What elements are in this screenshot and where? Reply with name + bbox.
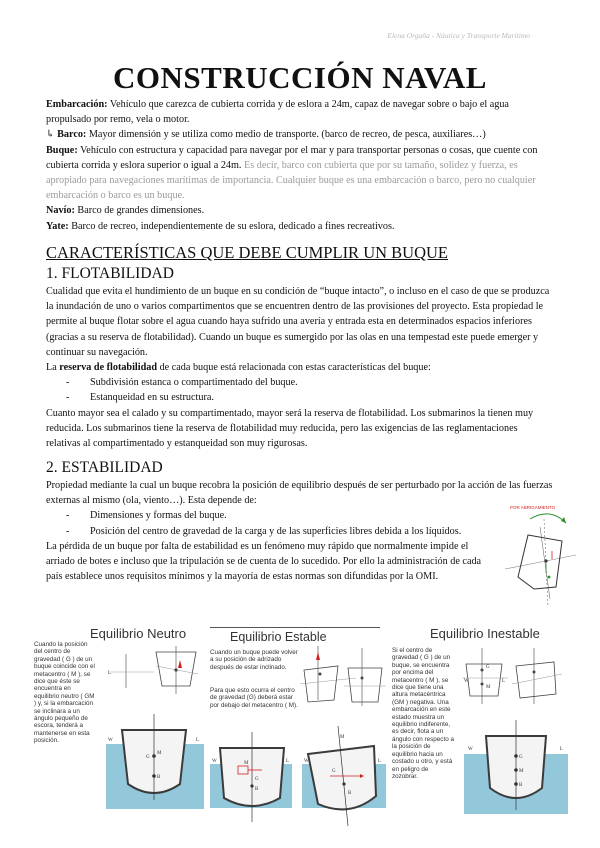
flotabilidad-p2: La reserva de flotabilidad de cada buque está relacionada con estas características del buque: bbox=[46, 362, 431, 374]
estable-text-1: Cuando un buque puede volver a su posición de adrizado después de estar inclinado. bbox=[210, 649, 298, 671]
estabilidad-block bbox=[46, 478, 554, 584]
diagram-label: L bbox=[560, 747, 564, 752]
diagram-label: W bbox=[108, 738, 113, 743]
watermark: Elena Orgaña - Náutica y Transporte Marítimo bbox=[387, 31, 530, 40]
diagram-label: L bbox=[196, 738, 200, 743]
diagram-label: G bbox=[486, 665, 490, 670]
diagram-label: W bbox=[464, 679, 469, 684]
estable-diagram-bottom bbox=[210, 718, 388, 838]
diagram-label: B bbox=[348, 791, 352, 796]
flotabilidad-p3: Cuanto mayor sea el calado y su compartimentado, mayor será la reserva de flotabilidad. Los submarinos la tienen muy reducida. Los submarinos tiene la reserva de flotabilidad muy reducida, pero las exigencias de las reglamentaciones relativas al compartimentado y estanqueidad son muy rigurosas. bbox=[46, 407, 534, 450]
neutro-text: Cuando la posición del centro de gravedad ( G ) de un buque coincide con el metacentro ( M ), se dice que éste se encuentra en equilibrio neutro ( GM ) y, si la embarcación se inclinara a un ángulo pequeño de escora, tenderá a mantenerse en esta posición. bbox=[34, 641, 95, 745]
diagram-label: M bbox=[340, 735, 345, 740]
list-item: - Posición del centro de gravedad de la carga y de las superficies libres debida a los líquidos. bbox=[66, 525, 462, 537]
estabilidad-heading: 2. ESTABILIDAD bbox=[46, 459, 163, 476]
estable-diagram-top bbox=[298, 644, 388, 719]
diagram-label: G bbox=[519, 755, 523, 760]
page-title: CONSTRUCCIÓN NAVAL bbox=[113, 60, 487, 95]
definitions-block bbox=[46, 97, 554, 234]
diagram-label: L bbox=[502, 679, 506, 684]
list-item: - Estanqueidad en su estructura. bbox=[66, 392, 214, 404]
diagram-label: B bbox=[157, 775, 161, 780]
estable-title: Equilibrio Estable bbox=[230, 630, 327, 644]
flotabilidad-heading: 1. FLOTABILIDAD bbox=[46, 265, 174, 282]
panel-equilibrio-neutro bbox=[34, 622, 204, 844]
diagram-label: W bbox=[304, 759, 309, 764]
diagram-label: L bbox=[378, 759, 382, 764]
diagram-label: L bbox=[286, 759, 290, 764]
list-item: - Dimensiones y formas del buque. bbox=[66, 510, 227, 522]
figure-label: POR ABRIGAMIENTO bbox=[510, 505, 556, 510]
panel-equilibrio-estable bbox=[210, 622, 388, 844]
def-barco: ↳ Barco: Mayor dimensión y se utiliza como medio de transporte. (barco de recreo, de pesca, auxiliares…) bbox=[46, 129, 486, 141]
flotabilidad-block bbox=[46, 284, 554, 451]
diagram-label: W bbox=[468, 747, 473, 752]
def-buque: Buque: Vehículo con estructura y capacidad para navegar por el mar y para transportar personas o cosas, que cuente con cubierta corrida y eslora superior o igual a 24m. Es decir, barco con cubierta que por su tamaño, solidez y fuerza, es apropiado para navegaciones marítimas de importancia. Cualquier buque es una embarcación o barco, pero no cualquier embarcación o barco es un buque. bbox=[46, 144, 538, 202]
estable-text-2: Para que esto ocurra el centro de gravedad (G) deberá estar por debajo del metacentro ( M). bbox=[210, 687, 298, 709]
section-title: CARACTERÍSTICAS QUE DEBE CUMPLIR UN BUQUE bbox=[46, 243, 448, 262]
flotabilidad-p1: Cualidad que evita el hundimiento de un buque en su condición de “buque intacto”, o incluso en el caso de que se produzca la inundación de uno o varios compartimentos que se encuentren dentro de las provisiones del proyecto. Esta propiedad le permite al buque flotar sobre el agua cuando haya sufrido una avería y entrada esta en determinados espacios inferiores (gracias a su reserva de flotabilidad). Cuando un buque es sumergido por las olas en una tempestad este puede emerger y continuar su navegación. bbox=[46, 286, 550, 358]
estabilidad-p1: Propiedad mediante la cual un buque recobra la posición de equilibrio después de ser perturbado por la acción de las fuerzas externas al mismo (ola, viento…). Esta depende de: bbox=[46, 480, 553, 507]
diagram-label: M bbox=[244, 761, 249, 766]
def-navio: Navío: Barco de grandes dimensiones. bbox=[46, 205, 205, 217]
inestable-diagram bbox=[462, 644, 572, 844]
def-embarcacion: Embarcación: Vehículo que carezca de cubierta corrida y de eslora a 24m, capaz de navegar sobre o bajo el agua propulsado por remo, vela o motor. bbox=[46, 99, 509, 126]
diagram-label: B bbox=[255, 787, 259, 792]
inestable-text: Si el centro de gravedad ( G ) de un buque, se encuentra por encima del metacentro ( M ), se dice que tiene una altura metacéntrica (GM ) negativa. Una embarcación en este estado muestra un equilibrio indiferente, es decir, flota a un ángulo con respecto a la posición de equilibrio hacia un costado u otro, y está en peligro de zozobrar. bbox=[392, 647, 454, 780]
diagram-label: G bbox=[332, 769, 336, 774]
diagram-label: W bbox=[212, 759, 217, 764]
list-item: - Subdivisión estanca o compartimentado del buque. bbox=[66, 377, 298, 389]
neutro-diagram bbox=[104, 644, 204, 844]
inestable-title: Equilibrio Inestable bbox=[430, 626, 540, 641]
panel-equilibrio-inestable bbox=[392, 622, 572, 844]
tilted-ship-icon bbox=[500, 497, 580, 615]
diagram-label: L bbox=[108, 671, 112, 676]
diagram-label: M bbox=[157, 751, 162, 756]
diagram-label: G bbox=[255, 777, 259, 782]
estabilidad-p2: La pérdida de un buque por falta de estabilidad es un fenómeno muy rápido que normalmente impide el arriado de botes e incluso que la tripulación se de cuenta de lo sucedido. Por ello la administración de cada país establece unos requisitos mínimos y la mayoría de estas normas son difundidas por la OMI. bbox=[46, 540, 482, 583]
diagram-label: G bbox=[146, 755, 150, 760]
neutro-title: Equilibrio Neutro bbox=[90, 626, 187, 641]
heeling-figure bbox=[500, 497, 580, 615]
diagram-label: M bbox=[486, 685, 491, 690]
diagram-label: M bbox=[519, 769, 524, 774]
def-yate: Yate: Barco de recreo, independientemente de su eslora, dedicado a fines recreativos. bbox=[46, 220, 395, 232]
diagram-label: B bbox=[519, 783, 523, 788]
